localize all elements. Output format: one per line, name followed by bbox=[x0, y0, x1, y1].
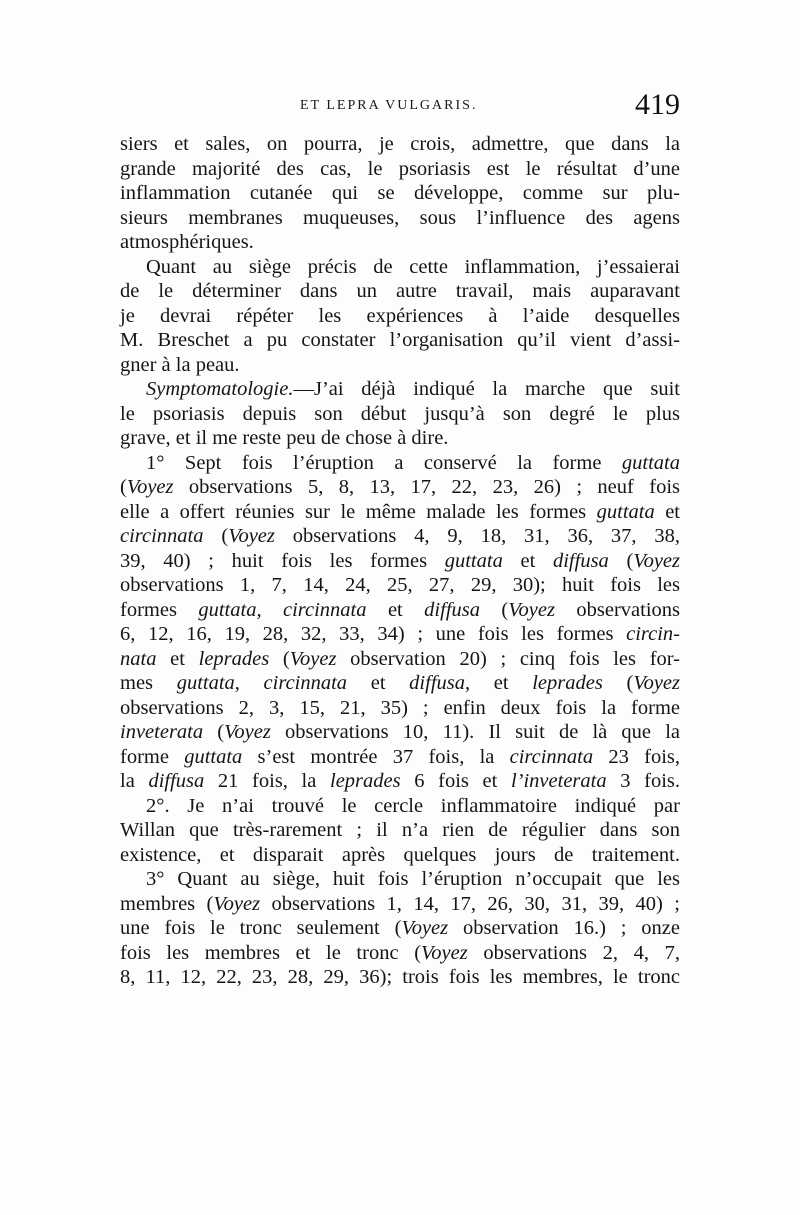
italic-text: Voyez bbox=[213, 892, 261, 915]
italic-text: guttata, circinnata bbox=[198, 598, 367, 621]
text-run: observations 4, 9, 18, 31, 36, 37, 38, bbox=[274, 525, 681, 547]
text-line bbox=[120, 720, 680, 745]
text-line bbox=[120, 181, 680, 206]
text-line bbox=[120, 377, 680, 402]
text-line bbox=[120, 965, 680, 990]
italic-text: Voyez bbox=[401, 917, 449, 939]
text-run: et bbox=[156, 647, 199, 670]
text-run: je devrai répéter les expériences à l’aide desquelles bbox=[120, 304, 680, 327]
text-run: Willan que très-rarement ; il n’a rien de régulier dans son bbox=[120, 819, 680, 841]
text-line bbox=[120, 500, 680, 525]
italic-text: guttata bbox=[596, 500, 655, 523]
text-run: 39, 40) ; huit fois les formes bbox=[120, 549, 445, 572]
text-run: observations 5, 8, 13, 17, 22, 23, 26) ; neuf fois bbox=[173, 476, 680, 498]
text-run: ( bbox=[608, 549, 634, 572]
text-line bbox=[120, 745, 680, 770]
italic-text: leprades bbox=[330, 770, 401, 792]
text-run: observation 20) ; cinq fois les for- bbox=[336, 647, 681, 670]
text-line bbox=[120, 132, 680, 157]
text-run: grande majorité des cas, le psoriasis est le résultat d’une bbox=[120, 157, 680, 180]
text-run: observations 10, 11). Il suit de là que la bbox=[270, 721, 681, 743]
text-run: ( bbox=[480, 598, 509, 621]
text-run: grave, et il me reste peu de chose à dire. bbox=[120, 427, 449, 449]
text-run: 6 fois et bbox=[400, 770, 511, 792]
italic-text: Voyez bbox=[126, 476, 174, 498]
text-line bbox=[120, 328, 680, 353]
text-line bbox=[120, 524, 680, 549]
text-run: ( bbox=[120, 476, 127, 498]
text-run: 3° Quant au siège, huit fois l’éruption n’occupait que les bbox=[146, 868, 680, 890]
italic-text: diffusa bbox=[148, 770, 205, 792]
text-line bbox=[120, 671, 680, 696]
text-line bbox=[120, 598, 680, 623]
page-number: 419 bbox=[635, 88, 680, 121]
text-run: atmosphériques. bbox=[120, 231, 254, 253]
text-run: 1° Sept fois l’éruption a conservé la forme bbox=[146, 451, 622, 474]
italic-text: diffusa bbox=[409, 672, 465, 694]
text-line bbox=[120, 157, 680, 182]
text-run: sieurs membranes muqueuses, sous l’influence des agens bbox=[120, 206, 680, 229]
text-line bbox=[120, 696, 680, 721]
text-run: 6, 12, 16, 19, 28, 32, 33, 34) ; une fois les formes bbox=[120, 623, 627, 645]
text-line bbox=[120, 867, 680, 892]
text-line bbox=[120, 622, 680, 647]
text-run: ( bbox=[203, 525, 229, 547]
text-run: Quant au siège précis de cette inflammation, j’essaierai bbox=[146, 255, 680, 278]
text-line bbox=[120, 941, 680, 966]
italic-text: circin- bbox=[626, 623, 680, 645]
italic-text: guttata bbox=[621, 451, 680, 474]
text-run: , et bbox=[465, 672, 533, 694]
text-run: le psoriasis depuis son début jusqu’à son degré le plus bbox=[120, 402, 680, 425]
text-run: elle a offert réunies sur le même malade les formes bbox=[120, 500, 597, 523]
text-run: membres ( bbox=[120, 892, 214, 915]
text-line bbox=[120, 475, 680, 500]
text-line bbox=[120, 230, 680, 255]
italic-text: leprades bbox=[198, 647, 270, 670]
text-run: inflammation cutanée qui se développe, comme sur plu- bbox=[120, 182, 680, 204]
text-run: ( bbox=[602, 672, 634, 694]
italic-text: inveterata bbox=[120, 721, 204, 743]
text-run: observations bbox=[554, 598, 681, 621]
text-run: observations 2, 3, 15, 21, 35) ; enfin deux fois la forme bbox=[120, 696, 680, 719]
italic-text: Voyez bbox=[224, 721, 271, 743]
italic-text: diffusa bbox=[552, 549, 609, 572]
italic-text: leprades bbox=[532, 672, 603, 694]
text-line bbox=[120, 573, 680, 598]
italic-text: Symptomatologie. bbox=[146, 378, 294, 400]
text-line bbox=[120, 916, 680, 941]
text-line bbox=[120, 892, 680, 917]
italic-text: guttata, circinnata bbox=[176, 672, 348, 694]
italic-text: l’inveterata bbox=[510, 770, 607, 792]
text-line bbox=[120, 426, 680, 451]
text-run: M. Breschet a pu constater l’organisation qu’il vient d’assi- bbox=[120, 329, 680, 351]
text-run: s’est montrée 37 fois, la bbox=[242, 745, 510, 768]
text-run: —J’ai déjà indiqué la marche que suit bbox=[293, 378, 680, 400]
text-run: la bbox=[120, 770, 149, 792]
text-run: forme bbox=[120, 745, 185, 768]
text-run: observations 1, 7, 14, 24, 25, 27, 29, 30); huit fois les bbox=[120, 574, 680, 596]
text-line bbox=[120, 818, 680, 843]
text-run: observations 1, 14, 17, 26, 30, 31, 39, 40) ; bbox=[260, 892, 680, 915]
text-run: existence, et disparait après quelques jours de traitement. bbox=[120, 843, 680, 866]
text-run: observation 16.) ; onze bbox=[448, 917, 680, 939]
italic-text: guttata bbox=[184, 745, 243, 768]
italic-text: Voyez bbox=[508, 598, 555, 621]
text-line bbox=[120, 647, 680, 672]
text-run: 23 fois, bbox=[593, 745, 680, 768]
text-run: de le déterminer dans un autre travail, mais auparavant bbox=[120, 280, 680, 302]
italic-text: circinnata bbox=[120, 525, 204, 547]
body-text bbox=[120, 132, 680, 990]
text-line bbox=[120, 549, 680, 574]
italic-text: Voyez bbox=[633, 672, 681, 694]
text-run: 8, 11, 12, 22, 23, 28, 29, 36); trois fois les membres, le tronc bbox=[120, 966, 680, 988]
italic-text: nata bbox=[120, 647, 157, 670]
text-run: et bbox=[366, 598, 425, 621]
text-run: formes bbox=[120, 598, 199, 621]
text-run: ( bbox=[203, 721, 225, 743]
text-line bbox=[120, 794, 680, 819]
italic-text: circinnata bbox=[509, 745, 594, 768]
text-line bbox=[120, 255, 680, 280]
text-run: ( bbox=[269, 647, 290, 670]
text-run: 21 fois, la bbox=[204, 770, 330, 792]
text-line bbox=[120, 843, 680, 868]
page-header bbox=[120, 88, 680, 134]
text-run: une fois le tronc seulement ( bbox=[120, 917, 402, 939]
italic-text: Voyez bbox=[421, 941, 468, 964]
italic-text: guttata bbox=[444, 549, 503, 572]
text-run: mes bbox=[120, 672, 177, 694]
text-line bbox=[120, 353, 680, 378]
text-line bbox=[120, 769, 680, 794]
text-run: et bbox=[502, 549, 553, 572]
italic-text: Voyez bbox=[228, 525, 275, 547]
text-run: siers et sales, on pourra, je crois, admettre, que dans la bbox=[120, 133, 680, 155]
text-line bbox=[120, 279, 680, 304]
text-line bbox=[120, 451, 680, 476]
text-line bbox=[120, 206, 680, 231]
text-run: gner à la peau. bbox=[120, 353, 240, 376]
italic-text: Voyez bbox=[633, 549, 681, 572]
text-run: et bbox=[654, 500, 680, 523]
italic-text: Voyez bbox=[289, 647, 337, 670]
running-title: ET LEPRA VULGARIS. bbox=[300, 98, 478, 113]
text-run: 2°. Je n’ai trouvé le cercle inflammatoire indiqué par bbox=[146, 794, 680, 817]
text-line bbox=[120, 402, 680, 427]
text-run: observations 2, 4, 7, bbox=[467, 941, 681, 964]
text-line bbox=[120, 304, 680, 329]
text-run: fois les membres et le tronc ( bbox=[120, 941, 422, 964]
italic-text: diffusa bbox=[424, 598, 480, 621]
text-run: et bbox=[347, 672, 410, 694]
text-run: 3 fois. bbox=[606, 770, 681, 792]
